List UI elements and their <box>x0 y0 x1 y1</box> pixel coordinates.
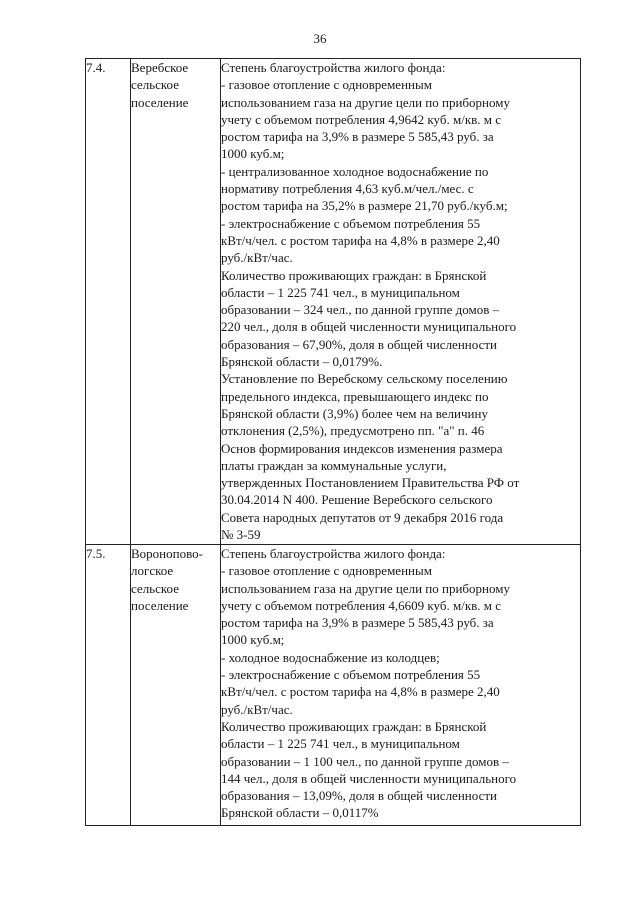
description-line: ростом тарифа на 3,9% в размере 5 585,43 руб. за <box>221 615 494 631</box>
description-line: 1000 куб.м; <box>221 632 285 648</box>
description-line: 30.04.2014 N 400. Решение Веребского сельского <box>221 492 493 508</box>
description-line: Количество проживающих граждан: в Брянской <box>221 267 487 283</box>
description-line: предельного индекса, превышающего индекс по <box>221 388 489 404</box>
description-line: утвержденных Постановлением Правительства РФ от <box>221 475 520 491</box>
settlement-description <box>221 545 581 826</box>
table-row <box>86 545 581 826</box>
description-line: - электроснабжение с объемом потребления 55 <box>221 667 481 683</box>
description-line: - газовое отопление с одновременным <box>221 563 432 579</box>
page-number: 36 <box>313 31 327 46</box>
name-line: сельское <box>131 580 179 596</box>
description-line: нормативу потребления 4,63 куб.м/чел./мес. с <box>221 181 474 197</box>
description-line: Степень благоустройства жилого фонда: <box>221 546 446 561</box>
description-line: Совета народных депутатов от 9 декабря 2016 года <box>221 509 504 525</box>
table-row <box>86 59 581 545</box>
description-line: - централизованное холодное водоснабжение по <box>221 163 489 179</box>
description-line: - газовое отопление с одновременным <box>221 77 432 93</box>
description-line: 220 чел., доля в общей численности муниципального <box>221 319 517 335</box>
tariff-table <box>85 58 581 826</box>
description-line: кВт/ч/чел. с ростом тарифа на 4,8% в размере 2,40 <box>221 232 500 248</box>
description-line: руб./кВт/час. <box>221 250 293 266</box>
description-line: использованием газа на другие цели по приборному <box>221 580 510 596</box>
description-line: образовании – 324 чел., по данной группе домов – <box>221 302 500 318</box>
name-line: поселение <box>131 597 189 613</box>
description-line: 1000 куб.м; <box>221 146 285 162</box>
description-line: Основ формирования индексов изменения размера <box>221 440 503 456</box>
description-line: Количество проживающих граждан: в Брянской <box>221 718 487 734</box>
row-number: 7.4. <box>86 59 131 545</box>
name-line: поселение <box>131 94 189 110</box>
name-line: Веребское <box>131 60 189 75</box>
description-line: Брянской области – 0,0117% <box>221 805 379 821</box>
description-line: образования – 13,09%, доля в общей численности <box>221 788 497 804</box>
settlement-name <box>131 59 221 545</box>
description-line: Брянской области – 0,0179%. <box>221 354 383 370</box>
name-line: Воронопово- <box>131 546 203 561</box>
description-line: ростом тарифа на 35,2% в размере 21,70 руб./куб.м; <box>221 198 508 214</box>
description-line: использованием газа на другие цели по приборному <box>221 94 510 110</box>
row-number: 7.5. <box>86 545 131 826</box>
description-line: учету с объемом потребления 4,6609 куб. м/кв. м с <box>221 597 502 613</box>
description-line: кВт/ч/чел. с ростом тарифа на 4,8% в размере 2,40 <box>221 684 500 700</box>
description-line: Установление по Веребскому сельскому поселению <box>221 371 508 387</box>
description-line: - холодное водоснабжение из колодцев; <box>221 649 440 665</box>
description-line: 144 чел., доля в общей численности муниципального <box>221 770 517 786</box>
description-line: Брянской области (3,9%) более чем на величину <box>221 405 488 421</box>
description-line: № 3-59 <box>221 527 261 543</box>
description-line: области – 1 225 741 чел., в муниципальном <box>221 284 460 300</box>
description-line: - электроснабжение с объемом потребления 55 <box>221 215 481 231</box>
settlement-description <box>221 59 581 545</box>
description-line: отклонения (2,5%), предусмотрено пп. "а" п. 46 <box>221 423 485 439</box>
description-line: ростом тарифа на 3,9% в размере 5 585,43 руб. за <box>221 129 494 145</box>
description-line: области – 1 225 741 чел., в муниципальном <box>221 736 460 752</box>
settlement-name <box>131 545 221 826</box>
description-line: образовании – 1 100 чел., по данной группе домов – <box>221 753 509 769</box>
description-line: учету с объемом потребления 4,9642 куб. м/кв. м с <box>221 111 502 127</box>
description-line: руб./кВт/час. <box>221 701 293 717</box>
description-line: Степень благоустройства жилого фонда: <box>221 60 446 75</box>
description-line: платы граждан за коммунальные услуги, <box>221 457 447 473</box>
name-line: логское <box>131 563 174 579</box>
description-line: образования – 67,90%, доля в общей численности <box>221 336 497 352</box>
name-line: сельское <box>131 77 179 93</box>
